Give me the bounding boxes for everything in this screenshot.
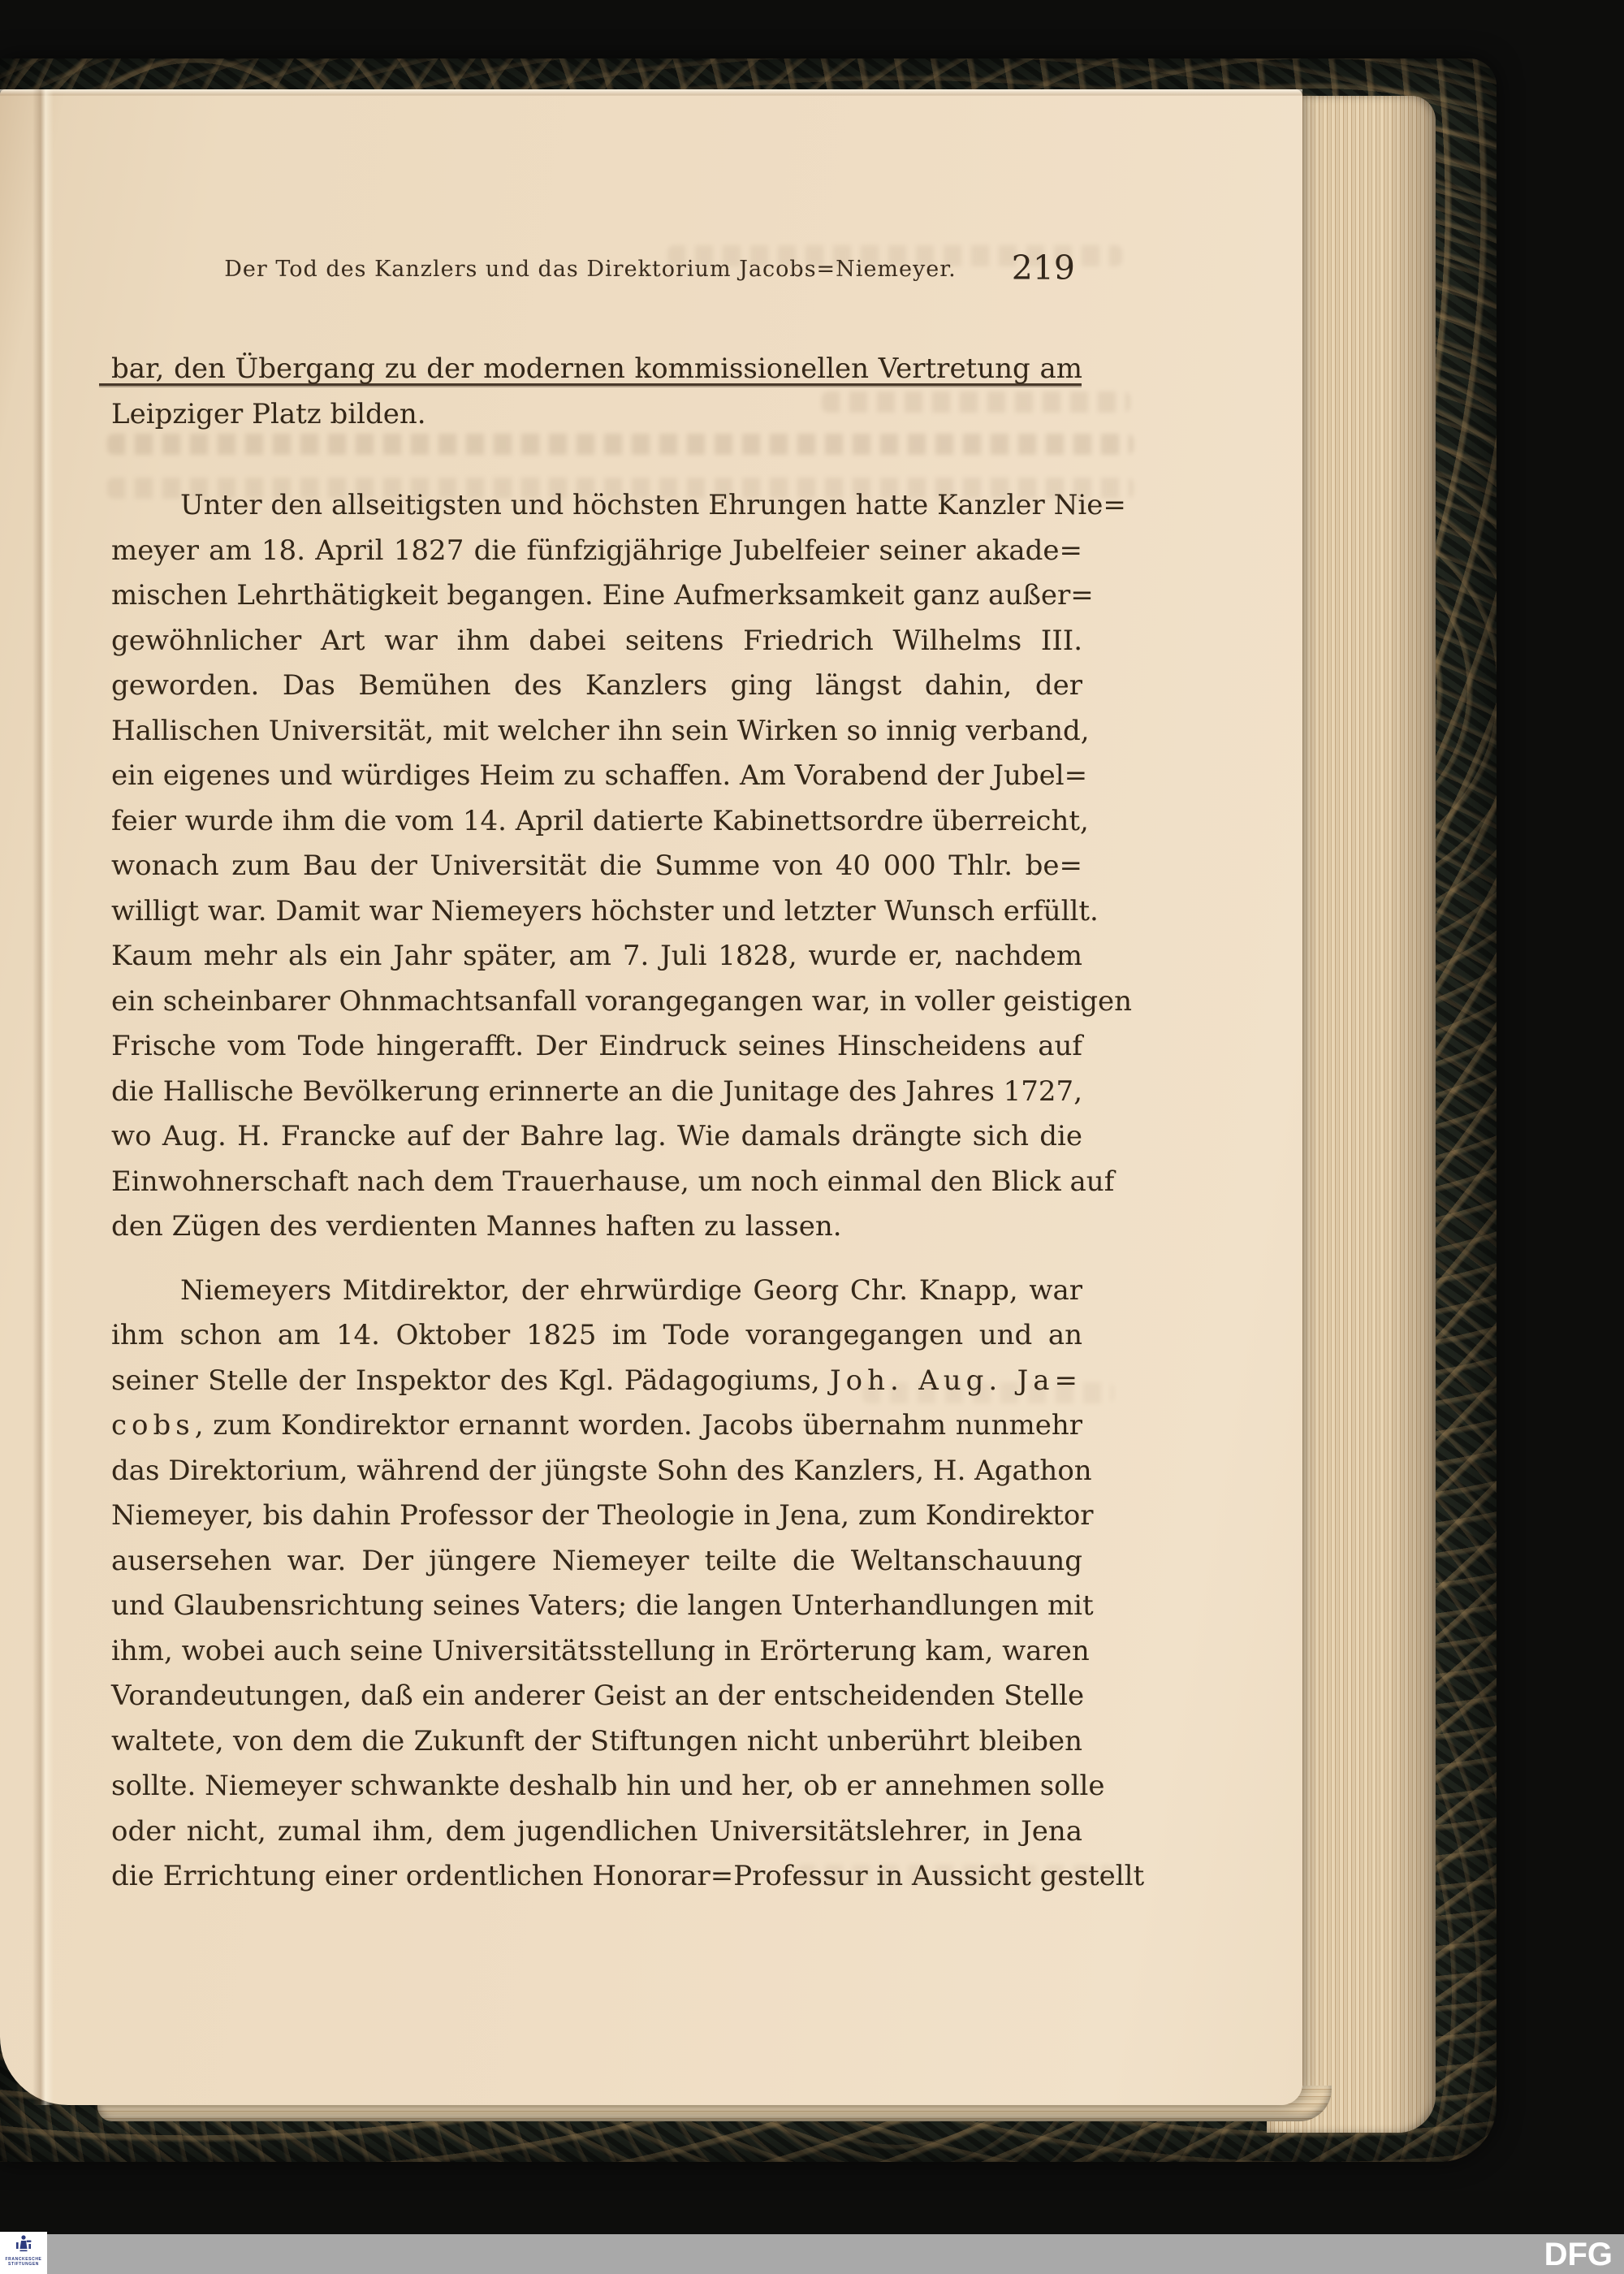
text-line: ihm schon am 14. Oktober 1825 im Tode vorangegangen und an <box>111 1319 1082 1351</box>
text-line: meyer am 18. April 1827 die fünfzigjährige Jubelfeier seiner akade= <box>111 534 1082 567</box>
paragraph <box>111 483 1132 1250</box>
text-line: Niemeyer, bis dahin Professor der Theologie in Jena, zum Kondirektor <box>111 1499 1094 1532</box>
paragraph <box>111 1269 1145 1900</box>
page-top-edge <box>0 89 1302 96</box>
text-line: mischen Lehrthätigkeit begangen. Eine Aufmerksamkeit ganz außer= <box>111 579 1094 612</box>
text-line: Einwohnerschaft nach dem Trauerhause, um noch einmal den Blick auf <box>111 1165 1115 1198</box>
text-line: sollte. Niemeyer schwankte deshalb hin und her, ob er annehmen solle <box>111 1770 1105 1802</box>
text-line: das Direktorium, während der jüngste Sohn des Kanzlers, H. Agathon <box>111 1454 1092 1487</box>
text-line: bar, den Übergang zu der modernen kommissionellen Vertretung am <box>111 352 1082 385</box>
text-line: willigt war. Damit war Niemeyers höchster und letzter Wunsch erfüllt. <box>111 894 1099 927</box>
running-title: Der Tod des Kanzlers und das Direktorium Jacobs=Niemeyer. <box>224 257 957 282</box>
stiftungen-logo-line2: STIFTUNGEN <box>8 2262 39 2267</box>
text-line: die Hallische Bevölkerung erinnerte an die Junitage des Jahres 1727, <box>111 1074 1082 1108</box>
text-line: ausersehen war. Der jüngere Niemeyer teilte die Weltanschauung <box>111 1544 1082 1577</box>
page-header <box>99 249 1082 294</box>
dfg-logo: DFG <box>1544 2237 1613 2272</box>
text-line: feier wurde ihm die vom 14. April datierte Kabinettsordre überreicht, <box>111 804 1089 837</box>
text-segment: , zum Kondirektor ernannt worden. Jacobs übernahm nunmehr <box>194 1409 1082 1442</box>
text-segment: seiner Stelle der Inspektor des Kgl. Pädagogiums, <box>111 1364 831 1397</box>
letterspaced-text: cobs <box>111 1409 195 1442</box>
text-line: geworden. Das Bemühen des Kanzlers ging längst dahin, der <box>111 669 1082 702</box>
text-line: wo Aug. H. Francke auf der Bahre lag. Wie damals drängte sich die <box>111 1120 1082 1152</box>
text-line: wonach zum Bau der Universität die Summe von 40 000 Thlr. be= <box>111 850 1082 882</box>
paragraph <box>111 347 1082 437</box>
text-line: gewöhnlicher Art war ihm dabei seitens Friedrich Wilhelms III. <box>111 624 1082 657</box>
text-line <box>111 1403 1082 1449</box>
book-page <box>0 89 1302 2105</box>
text-line: ein eigenes und würdiges Heim zu schaffen. Am Vorabend der Jubel= <box>111 759 1088 792</box>
text-line: ihm, wobei auch seine Universitätsstellung in Erörterung kam, waren <box>111 1634 1090 1667</box>
text-line: Niemeyers Mitdirektor, der ehrwürdige Georg Chr. Knapp, war <box>180 1273 1082 1307</box>
page-number: 219 <box>1011 249 1075 287</box>
text-line <box>111 1359 1082 1404</box>
letterspaced-text: Joh. Aug. Ja= <box>830 1364 1082 1397</box>
text-line: den Zügen des verdienten Mannes haften zu lassen. <box>111 1210 842 1243</box>
gutter-crease <box>32 89 54 2105</box>
text-line: oder nicht, zumal ihm, dem jugendlichen Universitätslehrer, in Jena <box>111 1814 1082 1848</box>
stiftungen-logo-line1: FRANCKESCHE <box>5 2257 42 2262</box>
text-line: waltete, von dem die Zukunft der Stiftungen nicht unberührt bleiben <box>111 1724 1082 1757</box>
text-line: und Glaubensrichtung seines Vaters; die langen Unterhandlungen mit <box>111 1589 1094 1622</box>
text-line: Unter den allseitigsten und höchsten Ehrungen hatte Kanzler Nie= <box>180 489 1126 521</box>
footer-bar <box>0 2234 1624 2274</box>
text-line: Leipziger Platz bilden. <box>111 397 426 430</box>
text-line: Vorandeutungen, daß ein anderer Geist an der entscheidenden Stelle <box>111 1680 1085 1712</box>
body-text <box>111 347 1145 1900</box>
franckesche-stiftungen-logo <box>0 2232 47 2274</box>
francke-statue-icon <box>15 2234 32 2254</box>
text-line: ein scheinbarer Ohnmachtsanfall vorangegangen war, in voller geistigen <box>111 984 1132 1018</box>
text-line: Kaum mehr als ein Jahr später, am 7. Juli 1828, wurde er, nachdem <box>111 940 1082 972</box>
text-line: Hallischen Universität, mit welcher ihn sein Wirken so innig verband, <box>111 714 1090 747</box>
text-line: Frische vom Tode hingerafft. Der Eindruck seines Hinscheidens auf <box>111 1030 1082 1062</box>
text-line: die Errichtung einer ordentlichen Honorar=Professur in Aussicht gestellt <box>111 1860 1145 1892</box>
